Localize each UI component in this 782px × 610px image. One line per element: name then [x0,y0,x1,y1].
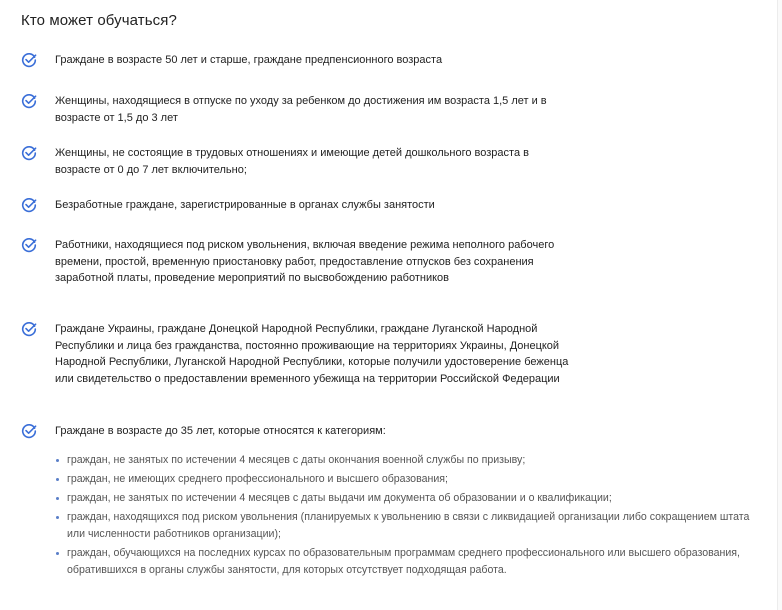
subcategory-text: граждан, находящихся под риском увольнения (планируемых к увольнению в связи с ликвидацией организации либо сокращением штата или численности работников организации); [67,511,750,540]
bullet-icon [56,478,59,481]
check-circle-icon [21,321,37,337]
check-circle-icon [21,52,37,68]
subcategory-item [55,490,770,507]
bullet-icon [56,552,59,555]
bullet-icon [56,516,59,519]
bullet-icon [56,459,59,462]
list-item-text: Женщины, находящиеся в отпуске по уходу за ребенком до достижения им возраста 1,5 лет и в возрасте от 1,5 до 3 лет [55,95,547,124]
list-item-text: Женщины, не состоящие в трудовых отношениях и имеющие детей дошкольного возраста в возрасте от 0 до 7 лет включительно; [55,147,529,176]
subcategory-text: граждан, не имеющих среднего профессионального и высшего образования; [67,473,448,485]
subcategory-list [55,452,770,581]
bullet-icon [56,497,59,500]
check-circle-icon [21,197,37,213]
list-item-text: Граждане в возрасте до 35 лет, которые относятся к категориям: [55,425,386,437]
subcategory-text: граждан, не занятых по истечении 4 месяцев с даты окончания военной службы по призыву; [67,454,526,466]
subcategory-text: граждан, не занятых по истечении 4 месяцев с даты выдачи им документа об образовании и о квалификации; [67,492,612,504]
outer-margin [778,0,782,610]
subcategory-item [55,509,770,543]
page-title: Кто может обучаться? [21,12,177,29]
list-item-text: Граждане Украины, граждане Донецкой Народной Республики, граждане Луганской Народной Республики и лица без гражданства, постоянно проживающие на территориях Украины, Донецкой Народной Республики, Луганской Народной Республики, которые получили удостоверение беженца или свидетельство о предоставлении временного убежища на территории Российской Федерации [55,323,569,385]
subcategory-item [55,545,770,579]
check-circle-icon [21,145,37,161]
list-item-text: Безработные граждане, зарегистрированные в органах службы занятости [55,199,435,211]
check-circle-icon [21,93,37,109]
subcategory-item [55,452,770,469]
list-item-text: Работники, находящиеся под риском увольнения, включая введение режима неполного рабочего времени, простой, временную приостановку работ, предоставление отпусков без сохранения заработной платы, проведение мероприятий по высвобождению работников [55,239,555,284]
check-circle-icon [21,237,37,253]
subcategory-text: граждан, обучающихся на последних курсах по образовательным программам среднего профессионального или высшего образования, обратившихся в органы службы занятости, для которых отсутствует подходящая работа. [67,547,740,576]
list-item-text: Граждане в возрасте 50 лет и старше, граждане предпенсионного возраста [55,54,443,66]
subcategory-item [55,471,770,488]
check-circle-icon [21,423,37,439]
